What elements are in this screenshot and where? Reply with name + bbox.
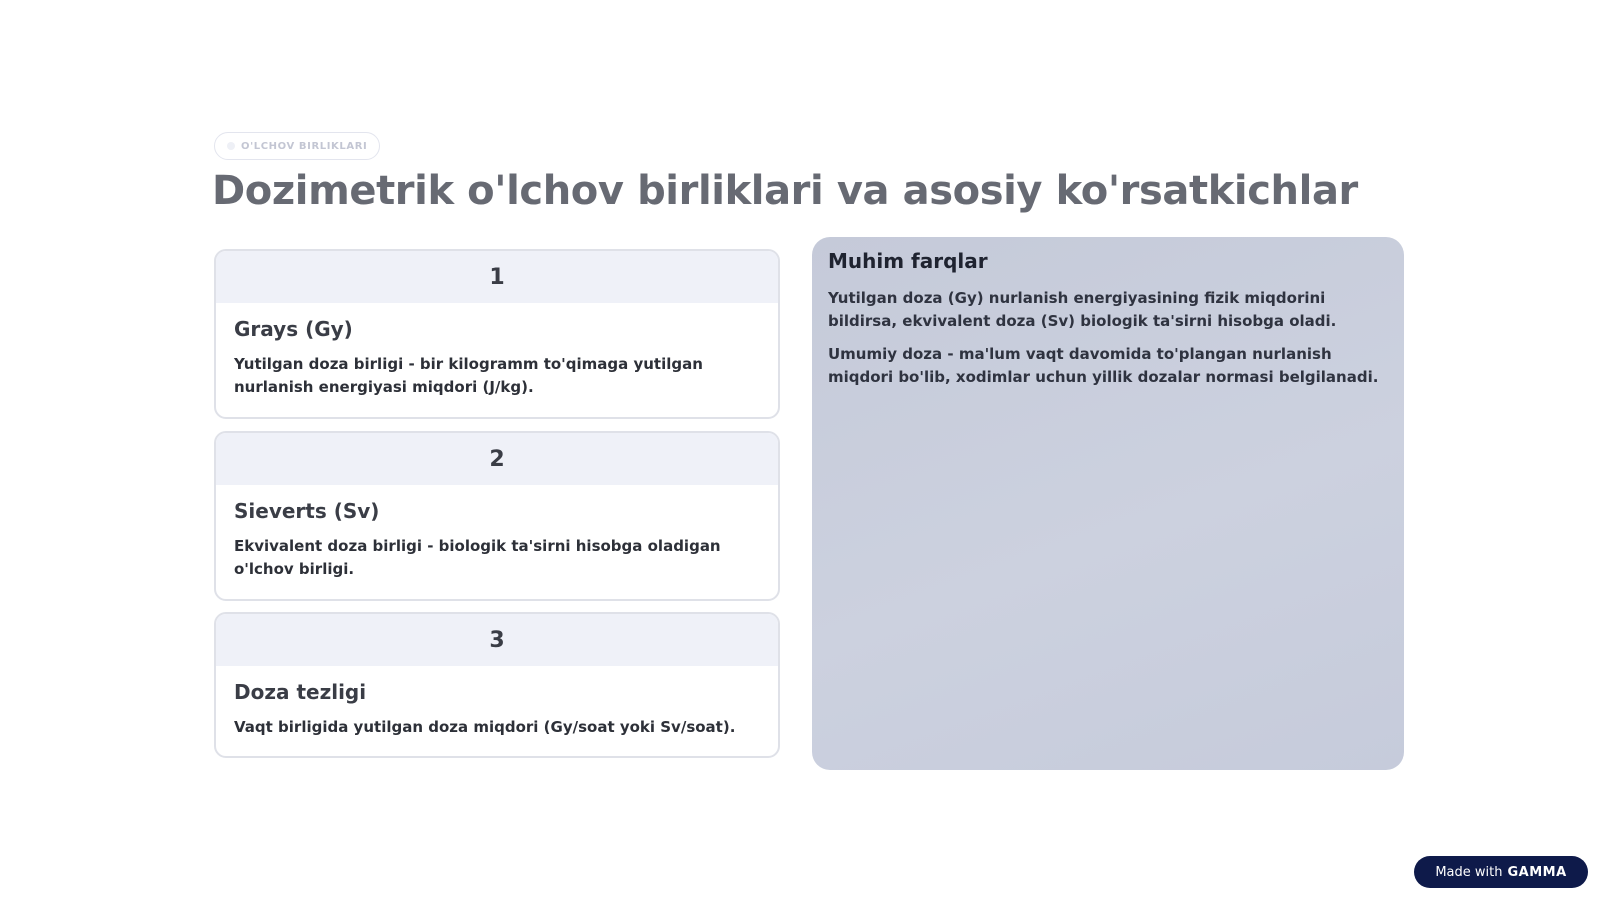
panel-paragraph: Yutilgan doza (Gy) nurlanish energiyasining fizik miqdorini bildirsa, ekvivalent doza (Sv) biologik ta'sirni hisobga oladi. bbox=[828, 289, 1337, 330]
card-body bbox=[216, 485, 778, 595]
section-tag-label: O'LCHOV BIRLIKLARI bbox=[241, 140, 368, 152]
panel-paragraph: Umumiy doza - ma'lum vaqt davomida to'plangan nurlanish miqdori bo'lib, xodimlar uchun yillik dozalar normasi belgilanadi. bbox=[828, 345, 1379, 386]
key-differences-panel bbox=[812, 237, 1404, 770]
gamma-logo-text: GAMMA bbox=[1507, 864, 1567, 880]
card-title: Grays (Gy) bbox=[234, 317, 353, 341]
section-tag bbox=[214, 132, 380, 160]
made-with-gamma-badge[interactable] bbox=[1414, 856, 1588, 888]
page-title: Dozimetrik o'lchov birliklari va asosiy ko'rsatkichlar bbox=[212, 168, 1358, 214]
card-text: Vaqt birligida yutilgan doza miqdori (Gy/soat yoki Sv/soat). bbox=[234, 718, 736, 736]
card-number: 3 bbox=[216, 614, 778, 666]
card-title: Sieverts (Sv) bbox=[234, 499, 380, 523]
unit-card-2 bbox=[214, 431, 780, 601]
card-text: Ekvivalent doza birligi - biologik ta'sirni hisobga oladigan o'lchov birligi. bbox=[234, 537, 721, 578]
card-number: 1 bbox=[216, 251, 778, 303]
card-title: Doza tezligi bbox=[234, 680, 367, 704]
unit-card-3 bbox=[214, 612, 780, 758]
card-text: Yutilgan doza birligi - bir kilogramm to'qimaga yutilgan nurlanish energiyasi miqdori (J/kg). bbox=[234, 355, 703, 396]
card-body bbox=[216, 303, 778, 413]
card-body bbox=[216, 666, 778, 753]
panel-title: Muhim farqlar bbox=[828, 249, 988, 273]
unit-card-1 bbox=[214, 249, 780, 419]
card-number: 2 bbox=[216, 433, 778, 485]
tag-dot-icon bbox=[227, 142, 235, 150]
badge-prefix: Made with bbox=[1435, 864, 1503, 880]
